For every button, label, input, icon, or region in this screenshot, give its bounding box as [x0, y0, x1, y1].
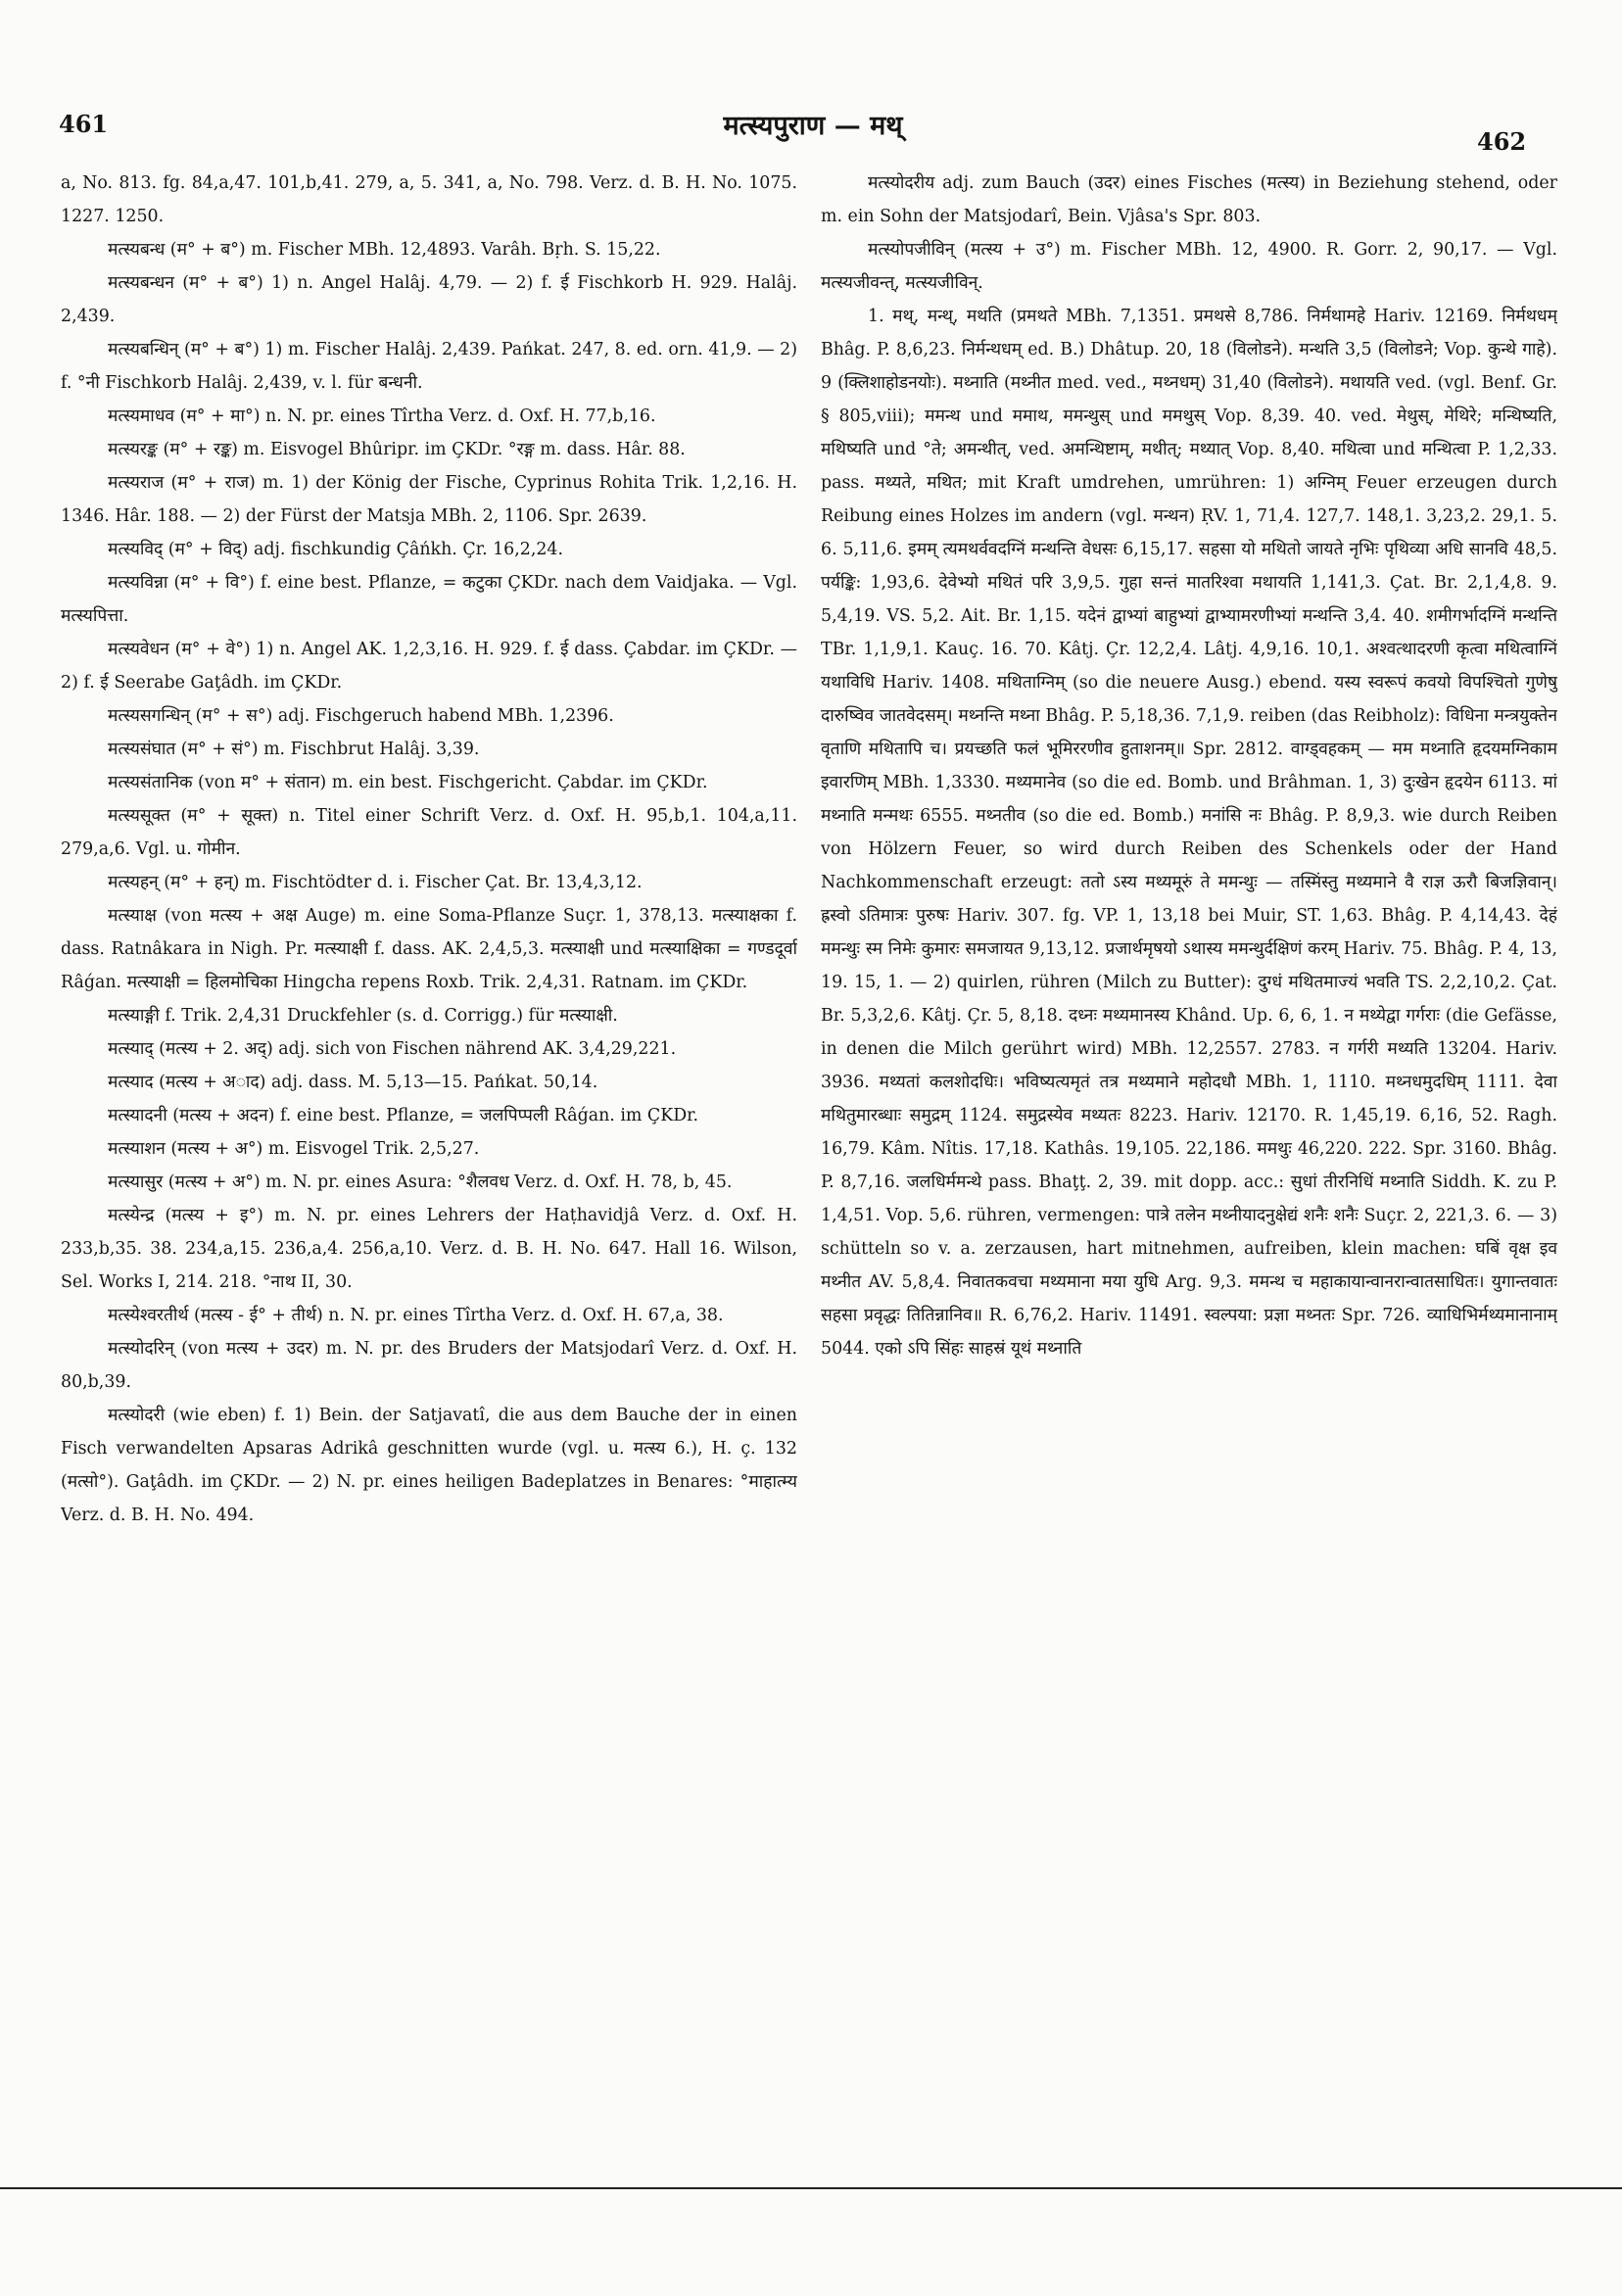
dictionary-entry: मत्स्यबन्धन (म° + ब°) 1) n. Angel Halâj. 4,79. — 2) f. ई Fischkorb H. 929. Halâj. 2,439. — [61, 273, 797, 326]
dictionary-entry: मत्स्योदरिन् (von मत्स्य + उदर) m. N. pr. des Bruders der Matsjodarî Verz. d. Oxf. H. 80,b,39. — [61, 1339, 797, 1392]
dictionary-entry: मत्स्येश्वरतीर्थ (मत्स्य - ई° + तीर्थ) n. N. pr. eines Tîrtha Verz. d. Oxf. H. 67,a, 38. — [108, 1306, 724, 1325]
dictionary-entry: मत्स्यसूक्त (म° + सूक्त) n. Titel einer Schrift Verz. d. Oxf. H. 95,b,1. 104,a,11. 279,a,6. Vgl. u. गोमीन. — [61, 806, 797, 859]
dictionary-entry: मत्स्येन्द्र (मत्स्य + इ°) m. N. pr. eines Lehrers der Haṭhavidjâ Verz. d. Oxf. H. 233,b,35. 38. 234,a,15. 236,a,4. 256,a,10. Verz. d. B. H. No. 647. Hall 16. Wilson, Sel. Works I, 214. 218. °नाथ II, 30. — [61, 1206, 797, 1292]
dictionary-entry: मत्स्यासुर (मत्स्य + अ°) m. N. pr. eines Asura: °शैलवध Verz. d. Oxf. H. 78, b, 45. — [108, 1172, 733, 1192]
dictionary-entry: मत्स्योदरी (wie eben) f. 1) Bein. der Satjavatî, die aus dem Bauche der in einen Fisch verwandelten Apsaras Adrikâ geschnitten wurde (vgl. u. मत्स्य 6.), H. ç. 132 (मत्सो°). Gaţâdh. im ÇKDr. — 2) N. pr. eines heiligen Badeplatzes in Benares: °माहात्म्य Verz. d. B. H. No. 494. — [61, 1406, 797, 1525]
dictionary-entry: a, No. 813. fg. 84,a,47. 101,b,41. 279, a, 5. 341, a, No. 798. Verz. d. B. H. No. 1075. 1227. 1250. — [61, 173, 797, 226]
dictionary-entry: मत्स्यविद् (म° + विद्) adj. fischkundig Çâńkh. Çr. 16,2,24. — [108, 540, 564, 559]
dictionary-entry: मत्स्यादनी (मत्स्य + अदन) f. eine best. Pflanze, = जलपिप्पली Râǵan. im ÇKDr. — [108, 1106, 699, 1125]
dictionary-entry: मत्स्यबन्ध (म° + ब°) m. Fischer MBh. 12,4893. Varâh. Bṛh. S. 15,22. — [108, 240, 661, 260]
dictionary-entry: मत्स्यबन्धिन् (म° + ब°) 1) m. Fischer Halâj. 2,439. Pańkat. 247, 8. ed. orn. 41,9. — 2) f. °नी Fischkorb Halâj. 2,439, v. l. für बन्धनी. — [61, 340, 797, 393]
dictionary-entry: मत्स्याद (मत्स्य + अाद) adj. dass. M. 5,13—15. Pańkat. 50,14. — [108, 1073, 598, 1092]
page-header — [0, 0, 1622, 167]
dictionary-entry: 1. मथ्, मन्थ्, मथति (प्रमथते MBh. 7,1351. प्रमथसे 8,786. निर्मथामहे Hariv. 12169. निर्मथधम् Bhâg. P. 8,6,23. निर्मन्थधम् ed. B.) Dhâtup. 20, 18 (विलोडने). मन्थति 3,5 (विलोडने; Vop. कुन्थे गाहे). 9 (क्लिशाहोडनयोः). मथ्नाति (मथ्नीत med. ved., मथ्नधम्) 31,40 (विलोडने). मथायति ved. (vgl. Benf. Gr. § 805,viii); ममन्थ und ममाथ, ममन्थुस् und ममथुस् Vop. 8,39. 40. ved. मेथुस्, मेथिरे; मन्थिष्यति, मथिष्यति und °ते; अमन्थीत्, ved. अमन्थिष्टाम्, मथीत्; मथ्यात् Vop. 8,40. मथित्वा und मन्थित्वा P. 1,2,33. pass. मथ्यते, मथित; mit Kraft umdrehen, umrühren: 1) अग्निम् Feuer erzeugen durch Reibung eines Holzes im andern (vgl. मन्थन) ṚV. 1, 71,4. 127,7. 148,1. 3,23,2. 29,1. 5. 6. 5,11,6. इमम् त्यमथर्ववदग्निं मन्थन्ति वेधसः 6,15,17. सहसा यो मथितो जायते नृभिः पृथिव्या अधि सानवि 48,5. पर्यङ्कि: 1,93,6. देवेभ्यो मथितं परि 3,9,5. गुहा सन्तं मातरिश्वा मथायति 1,141,3. Çat. Br. 2,1,4,8. 9. 5,4,19. VS. 5,2. Ait. Br. 1,15. यदेनं द्वाभ्यां बाहुभ्यां द्वाभ्यामरणीभ्यां मन्थन्ति 3,4. 40. शमीगर्भादग्निं मन्थन्ति TBr. 1,1,9,1. Kauç. 16. 70. Kâtj. Çr. 12,2,4. Lâtj. 4,9,16. 10,1. अश्वत्थादरणी कृत्वा मथित्वाग्निं यथाविधि Hariv. 1408. मथिताग्निम् (so die neuere Ausg.) ebend. यस्य स्वरूपं कवयो विपश्चितो गुणेषु दारुष्विव जातवेदसम्। मथ्नन्ति मथ्ना Bhâg. P. 5,18,36. 7,1,9. reiben (das Reibholz): विधिना मन्त्रयुक्तेन वृताणि मथितापि च। प्रयच्छति फलं भूमिररणीव हुताशनम्॥ Spr. 2812. वाग्ड्वहकम् — मम मथ्नाति हृदयमग्निकाम इवारणिम् MBh. 1,3330. मथ्यमानेव (so die ed. Bomb. und Brâhman. 1, 3) दुःखेन हृदयेन 6113. मां मथ्नाति मन्मथः 6555. मथ्नतीव (so die ed. Bomb.) मनांसि नः Bhâg. P. 8,9,3. wie durch Reiben von Hölzern Feuer, so wird durch Reiben des Schenkels oder der Hand Nachkommenschaft erzeugt: ततो ऽस्य मथ्यमूरुं ते ममन्थुः — तस्मिंस्तु मथ्यमाने वै राज्ञ ऊरौ बिजज्ञिवान्। ह्रस्वो ऽतिमात्रः पुरुषः Hariv. 307. fg. VP. 1, 13,18 bei Muir, ST. 1,63. Bhâg. P. 4,14,43. देहं ममन्थुः स्म निमेः कुमारः समजायत 9,13,12. प्रजार्थमृषयो ऽथास्य ममन्थुर्दक्षिणं करम् Hariv. 75. Bhâg. P. 4, 13, 19. 15, 1. — 2) quirlen, rühren (Milch zu Butter): दुग्धं मथितमाज्यं भवति TS. 2,2,10,2. Çat. Br. 5,3,2,6. Kâtj. Çr. 5, 8,18. दध्नः मथ्यमानस्य Khând. Up. 6, 6, 1. न मथ्येद्वा गर्गराः (die Gefässe, in denen die Milch gerührt wird) MBh. 12,2557. 2783. न गर्गरी मथ्यति 13204. Hariv. 3936. मथ्यतां कलशोदधिः। भविष्यत्यमृतं तत्र मथ्यमाने महोदधौ MBh. 1, 1110. मथ्नधमुदधिम् 1111. देवा मथितुमारब्धाः समुद्रम् 1124. समुद्रस्येव मथ्यतः 8223. Hariv. 12170. R. 1,45,19. 6,16, 52. Ragh. 16,79. Kâm. Nîtis. 17,18. Kathâs. 19,105. 22,186. ममथुः 46,220. 222. Spr. 3160. Bhâg. P. 8,7,16. जलधिर्ममन्थे pass. Bhaţţ. 2, 39. mit dopp. acc.: सुधां तीरनिधिं मथ्नाति Siddh. K. zu P. 1,4,51. Vop. 5,6. rühren, vermengen: पात्रे तलेन मथ्नीयादनुक्षेद्यं शनैः शनैः Suçr. 2, 221,3. 6. — 3) schütteln so v. a. zerzausen, hart mitnehmen, aufreiben, klein machen: घबिं वृक्ष इव मथ्नीत AV. 5,8,4. निवातकवचा मथ्यमाना मया युधि Arg. 9,3. ममन्थ च महाकायान्वानरान्वातसाधितः। युगान्तवातः सहसा प्रवृद्धः तितिन्नानिव॥ R. 6,76,2. Hariv. 11491. स्वल्पया: प्रज्ञा मथ्नतः Spr. 726. व्याधिभिर्मथ्यमानानाम् 5044. एको ऽपि सिंहः साहस्रं यूथं मथ्नाति — [821, 307, 1557, 1359]
dictionary-entry: मत्स्याद् (मत्स्य + 2. अद्) adj. sich von Fischen nährend AK. 3,4,29,221. — [108, 1039, 677, 1059]
dictionary-entry: मत्स्याङ्गी f. Trik. 2,4,31 Druckfehler (s. d. Corrigg.) für मत्स्याक्षी. — [108, 1006, 618, 1026]
dictionary-entry: मत्स्यमाधव (म° + मा°) n. N. pr. eines Tîrtha Verz. d. Oxf. H. 77,b,16. — [108, 407, 656, 426]
dictionary-entry: मत्स्यविन्ना (म° + वि°) f. eine best. Pflanze, = कटुका ÇKDr. nach dem Vaidjaka. — Vgl. मत्स्यपित्ता. — [61, 573, 797, 626]
dictionary-entry: मत्स्योपजीविन् (मत्स्य + उ°) m. Fischer MBh. 12, 4900. R. Gorr. 2, 90,17. — Vgl. मत्स्यजीवन्त्, मत्स्यजीविन्. — [821, 240, 1557, 293]
dictionary-entry: मत्स्योदरीय adj. zum Bauch (उदर) eines Fisches (मत्स्य) in Beziehung stehend, oder m. ein Sohn der Matsjodarî, Bein. Vjâsa's Spr. 803. — [821, 173, 1557, 226]
page-bottom-rule — [0, 2187, 1622, 2189]
page-number-right: 462 — [1477, 127, 1527, 156]
page-number-left: 461 — [59, 110, 109, 138]
dictionary-entry: मत्स्यरङ्क (म° + रङ्क) m. Eisvogel Bhûripr. im ÇKDr. °रङ्ग m. dass. Hâr. 88. — [108, 440, 686, 459]
left-column — [61, 167, 797, 2126]
right-column — [821, 167, 1557, 2126]
dictionary-entry: मत्स्यसंघात (म° + सं°) m. Fischbrut Halâj. 3,39. — [108, 740, 480, 759]
dictionary-entry: मत्स्याक्ष (von मत्स्य + अक्ष Auge) m. eine Soma-Pflanze Suçr. 1, 378,13. मत्स्याक्षका f. dass. Ratnâkara in Nigh. Pr. मत्स्याक्षी f. dass. AK. 2,4,5,3. मत्स्याक्षी und मत्स्याक्षिका = गण्डदूर्वा Râǵan. मत्स्याक्षी = हिलमोचिका Hingcha repens Roxb. Trik. 2,4,31. Ratnam. im ÇKDr. — [61, 906, 797, 992]
dictionary-entry: मत्स्यसगन्धिन् (म° + स°) adj. Fischgeruch habend MBh. 1,2396. — [108, 706, 614, 726]
running-head: मत्स्यपुराण — मथ् — [723, 111, 903, 141]
dictionary-entry: मत्स्याशन (मत्स्य + अ°) m. Eisvogel Trik. 2,5,27. — [108, 1139, 480, 1159]
dictionary-entry: मत्स्यराज (म° + राज) m. 1) der König der Fische, Cyprinus Rohita Trik. 1,2,16. H. 1346. Hâr. 188. — 2) der Fürst der Matsja MBh. 2, 1106. Spr. 2639. — [61, 473, 797, 526]
dictionary-entry: मत्स्यवेधन (म° + वे°) 1) n. Angel AK. 1,2,3,16. H. 929. f. ई dass. Çabdar. im ÇKDr. — 2) f. ई Seerabe Gaţâdh. im ÇKDr. — [61, 640, 797, 693]
dictionary-entry: मत्स्यसंतानिक (von म° + संतान) m. ein best. Fischgericht. Çabdar. im ÇKDr. — [108, 773, 708, 792]
dictionary-entry: मत्स्यहन् (म° + हन्) m. Fischtödter d. i. Fischer Çat. Br. 13,4,3,12. — [108, 873, 643, 892]
